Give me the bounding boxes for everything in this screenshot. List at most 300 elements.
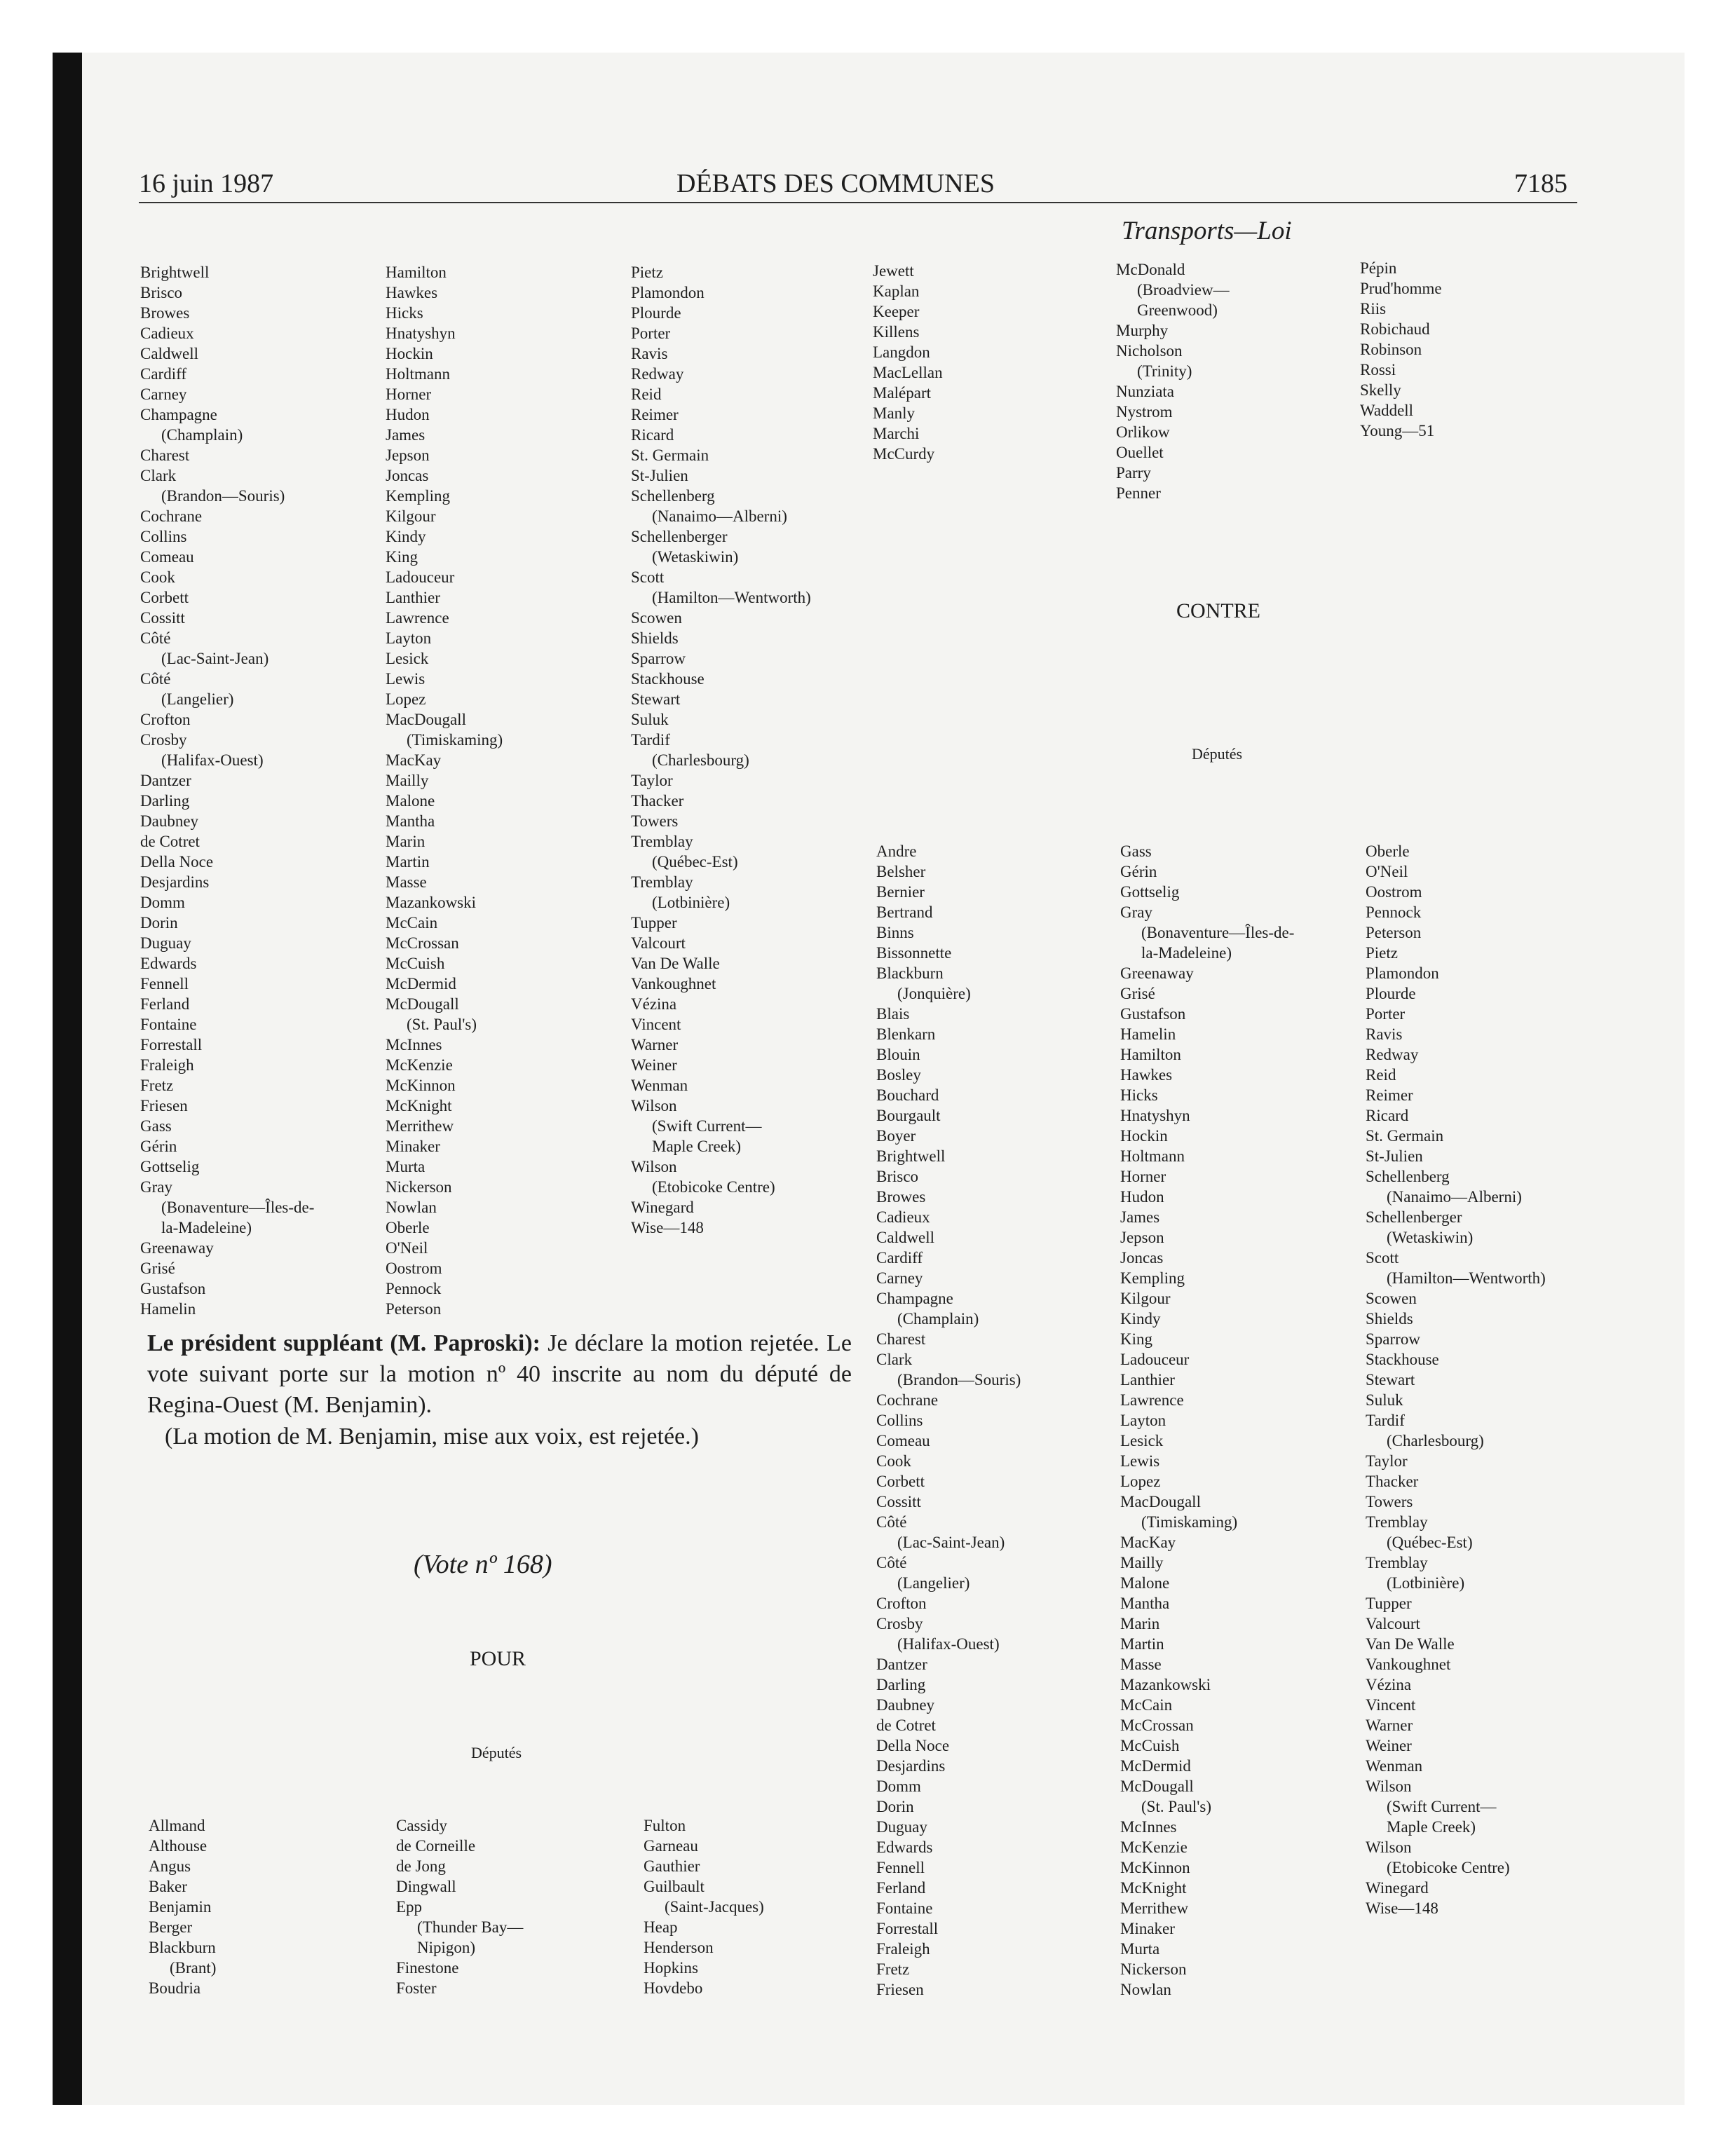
member-name: Plamondon: [1366, 964, 1439, 982]
member-name: McInnes: [1120, 1818, 1177, 1836]
top-column-5: [1116, 259, 1230, 503]
member-name: Lesick: [386, 650, 429, 667]
member-name: Sparrow: [631, 650, 686, 667]
member-name: McDermid: [386, 975, 456, 992]
member-name: Parry: [1116, 464, 1151, 482]
member-name: Plourde: [1366, 985, 1416, 1002]
member-name: Fulton: [644, 1817, 686, 1834]
member-name: Desjardins: [140, 873, 210, 891]
member-name: (St. Paul's): [1141, 1798, 1211, 1815]
top-column-4: [873, 261, 943, 464]
member-name: Oberle: [1366, 842, 1410, 860]
member-name: Edwards: [876, 1838, 933, 1856]
member-name: Suluk: [631, 711, 669, 728]
member-name: (Trinity): [1137, 362, 1192, 380]
member-name: Lopez: [386, 690, 426, 708]
member-name: Blouin: [876, 1046, 920, 1063]
member-name: Pennock: [1366, 903, 1422, 921]
member-name: Wenman: [1366, 1757, 1423, 1775]
member-name: Fraleigh: [140, 1056, 194, 1074]
member-name: Langdon: [873, 343, 930, 361]
member-name: Merrithew: [386, 1117, 454, 1135]
member-name: Browes: [876, 1188, 926, 1206]
member-name: Minaker: [386, 1138, 440, 1155]
member-name: Ricard: [631, 426, 674, 444]
pour-subheading: Députés: [471, 1744, 522, 1761]
member-name: Garneau: [644, 1837, 698, 1855]
member-name: Greenaway: [1120, 964, 1194, 982]
member-name: Duguay: [140, 934, 191, 952]
member-name: Mailly: [1120, 1554, 1164, 1571]
header-date: 16 juin 1987: [139, 169, 274, 198]
member-name: Redway: [1366, 1046, 1419, 1063]
member-name: Edwards: [140, 955, 197, 972]
member-name: Oostrom: [1366, 883, 1422, 901]
member-name: Mazankowski: [386, 894, 477, 911]
member-name: Horner: [386, 386, 432, 403]
member-name: Rossi: [1360, 361, 1396, 378]
member-name: Tremblay: [631, 873, 693, 891]
member-name: Van De Walle: [631, 955, 720, 972]
member-name: Cossitt: [876, 1493, 921, 1510]
member-name: Killens: [873, 323, 920, 341]
member-name: Wilson: [1366, 1778, 1412, 1795]
member-name: Benjamin: [149, 1898, 212, 1916]
member-name: Dorin: [876, 1798, 914, 1815]
member-name: Friesen: [876, 1981, 924, 1998]
member-name: Hopkins: [644, 1959, 698, 1977]
member-name: (Timiskaming): [407, 731, 503, 749]
member-name: Valcourt: [631, 934, 686, 952]
member-name: Orlikow: [1116, 423, 1170, 441]
member-name: Schellenberg: [1366, 1168, 1450, 1185]
member-name: Hicks: [386, 304, 423, 322]
member-name: (Québec-Est): [652, 853, 738, 871]
member-name: Blenkarn: [876, 1025, 936, 1043]
member-name: la-Madeleine): [1141, 944, 1232, 962]
member-name: Côté: [140, 629, 171, 647]
member-name: Darling: [140, 792, 190, 810]
member-name: Daubney: [876, 1696, 935, 1714]
member-name: Ferland: [140, 995, 190, 1013]
member-name: Dantzer: [876, 1656, 927, 1673]
member-name: McKinnon: [386, 1077, 456, 1094]
member-name: Hamelin: [140, 1300, 196, 1318]
member-name: McKnight: [386, 1097, 452, 1114]
member-name: Dorin: [140, 914, 178, 932]
member-name: McKnight: [1120, 1879, 1187, 1897]
member-name: Taylor: [631, 772, 673, 789]
member-name: Kindy: [1120, 1310, 1161, 1328]
member-name: McKinnon: [1120, 1859, 1190, 1876]
pour-heading: POUR: [470, 1647, 526, 1670]
contre-heading: CONTRE: [1176, 599, 1260, 622]
member-name: Crosby: [876, 1615, 923, 1632]
header-title: DÉBATS DES COMMUNES: [676, 169, 995, 198]
member-name: Martin: [1120, 1635, 1164, 1653]
member-name: Masse: [1120, 1656, 1162, 1673]
member-name: Tremblay: [1366, 1513, 1428, 1531]
member-name: Merrithew: [1120, 1899, 1189, 1917]
member-name: McDonald: [1116, 261, 1185, 278]
member-name: Forrestall: [876, 1920, 939, 1937]
member-name: Gray: [1120, 903, 1152, 921]
member-name: Marchi: [873, 425, 920, 442]
member-name: Taylor: [1366, 1452, 1408, 1470]
member-name: Belsher: [876, 863, 926, 880]
member-name: Vézina: [631, 995, 677, 1013]
vote-title: (Vote nº 168): [414, 1550, 552, 1579]
motion-result: (La motion de M. Benjamin, mise aux voix, est rejetée.): [165, 1424, 699, 1449]
member-name: Grisé: [1120, 985, 1155, 1002]
member-name: Sparrow: [1366, 1330, 1420, 1348]
member-name: Van De Walle: [1366, 1635, 1455, 1653]
member-name: Horner: [1120, 1168, 1166, 1185]
member-name: (Halifax-Ouest): [897, 1635, 1000, 1653]
member-name: Carney: [876, 1269, 923, 1287]
member-name: Warner: [631, 1036, 679, 1053]
member-name: (Charlesbourg): [1387, 1432, 1484, 1449]
member-name: Thacker: [631, 792, 684, 810]
speaker-name: Le président suppléant (M. Paproski):: [147, 1330, 540, 1356]
member-name: (Langelier): [161, 690, 234, 708]
member-name: Stackhouse: [1366, 1351, 1439, 1368]
member-name: McCuish: [386, 955, 445, 972]
member-name: James: [386, 426, 426, 444]
member-name: de Jong: [396, 1857, 446, 1875]
top-column-2: [386, 262, 503, 1319]
member-name: Pietz: [631, 264, 663, 281]
member-name: Mailly: [386, 772, 429, 789]
top-column-6: [1360, 258, 1442, 441]
member-name: (Wetaskiwin): [652, 548, 739, 566]
member-name: Scowen: [1366, 1290, 1417, 1307]
header-rule: [139, 202, 1577, 203]
member-name: Champagne: [876, 1290, 953, 1307]
member-name: Fretz: [876, 1960, 910, 1978]
member-name: (Lotbinière): [652, 894, 730, 911]
member-name: Pennock: [386, 1280, 442, 1297]
member-name: Domm: [140, 894, 185, 911]
member-name: Waddell: [1360, 402, 1414, 419]
member-name: (Wetaskiwin): [1387, 1229, 1474, 1246]
member-name: Tremblay: [631, 833, 693, 850]
member-name: Foster: [396, 1979, 437, 1997]
member-name: Côté: [140, 670, 171, 688]
member-name: Greenwood): [1137, 301, 1218, 319]
member-name: Nickerson: [386, 1178, 452, 1196]
member-name: Stewart: [631, 690, 681, 708]
member-name: MacDougall: [1120, 1493, 1201, 1510]
member-name: Wilson: [631, 1158, 677, 1175]
member-name: Crofton: [140, 711, 191, 728]
member-name: Guilbault: [644, 1878, 705, 1895]
member-name: Tardif: [631, 731, 670, 749]
member-name: Marin: [1120, 1615, 1160, 1632]
member-name: Reid: [1366, 1066, 1396, 1084]
member-name: Crofton: [876, 1595, 927, 1612]
member-name: Cardiff: [876, 1249, 923, 1267]
member-name: Scowen: [631, 609, 682, 627]
member-name: Gustafson: [1120, 1005, 1186, 1023]
member-name: MacKay: [386, 751, 442, 769]
member-name: Layton: [1120, 1412, 1166, 1429]
member-name: (Lotbinière): [1387, 1574, 1465, 1592]
member-name: Mazankowski: [1120, 1676, 1211, 1693]
member-name: Cochrane: [876, 1391, 939, 1409]
member-name: St. Germain: [631, 446, 709, 464]
section-subtitle: Transports—Loi: [1122, 217, 1292, 245]
member-name: Jewett: [873, 262, 914, 280]
member-name: (Nanaimo—Alberni): [652, 507, 787, 525]
member-name: Holtmann: [1120, 1147, 1185, 1165]
member-name: (Swift Current—: [652, 1117, 762, 1135]
member-name: Wise—148: [631, 1219, 704, 1236]
member-name: Vankoughnet: [631, 975, 716, 992]
member-name: McDougall: [386, 995, 459, 1013]
member-name: Fretz: [140, 1077, 174, 1094]
member-name: Cadieux: [140, 325, 194, 342]
speaker-statement: Je déclare la motion rejetée. Le vote suivant porte sur la motion nº 40 inscrite au nom du député de Regina-Ouest (M. Benjamin).: [147, 1330, 852, 1418]
member-name: Mantha: [1120, 1595, 1170, 1612]
member-name: Brisco: [140, 284, 183, 301]
member-name: (Swift Current—: [1387, 1798, 1497, 1815]
member-name: (Brant): [170, 1959, 217, 1977]
member-name: Fontaine: [140, 1016, 197, 1033]
pour-column-1: [149, 1815, 216, 1998]
member-name: Joncas: [386, 467, 429, 484]
member-name: Gass: [140, 1117, 172, 1135]
member-name: Malone: [1120, 1574, 1170, 1592]
member-name: Della Noce: [876, 1737, 950, 1754]
member-name: Brightwell: [140, 264, 210, 281]
member-name: Collins: [876, 1412, 923, 1429]
member-name: Bertrand: [876, 903, 933, 921]
member-name: Nicholson: [1116, 342, 1183, 360]
member-name: Robichaud: [1360, 320, 1430, 338]
member-name: Jepson: [1120, 1229, 1164, 1246]
member-name: MacLellan: [873, 364, 943, 381]
member-name: Andre: [876, 842, 917, 860]
member-name: Brisco: [876, 1168, 919, 1185]
member-name: McCrossan: [1120, 1717, 1194, 1734]
member-name: Murta: [1120, 1940, 1160, 1958]
member-name: Berger: [149, 1918, 193, 1936]
member-name: Ricard: [1366, 1107, 1409, 1124]
member-name: Cassidy: [396, 1817, 447, 1834]
member-name: Charest: [140, 446, 190, 464]
member-name: (Lac-Saint-Jean): [161, 650, 269, 667]
member-name: Cochrane: [140, 507, 203, 525]
member-name: Young—51: [1360, 422, 1435, 439]
member-name: Darling: [876, 1676, 926, 1693]
member-name: Schellenberger: [631, 528, 728, 545]
member-name: Ladouceur: [386, 568, 455, 586]
member-name: Lanthier: [386, 589, 440, 606]
member-name: Dantzer: [140, 772, 191, 789]
member-name: Corbett: [876, 1473, 925, 1490]
top-column-3: [631, 262, 811, 1238]
member-name: Jepson: [386, 446, 430, 464]
member-name: Dingwall: [396, 1878, 456, 1895]
member-name: Bosley: [876, 1066, 921, 1084]
member-name: Lewis: [386, 670, 426, 688]
member-name: Boudria: [149, 1979, 201, 1997]
member-name: Warner: [1366, 1717, 1413, 1734]
member-name: Hawkes: [386, 284, 438, 301]
contre-column-1: [876, 841, 1021, 2000]
member-name: Maple Creek): [1387, 1818, 1476, 1836]
member-name: Kilgour: [386, 507, 436, 525]
member-name: Baker: [149, 1878, 187, 1895]
member-name: (Langelier): [897, 1574, 970, 1592]
member-name: Cook: [140, 568, 175, 586]
scan-edge-bar: [53, 53, 82, 2105]
member-name: Vankoughnet: [1366, 1656, 1451, 1673]
member-name: Lesick: [1120, 1432, 1164, 1449]
member-name: (Timiskaming): [1141, 1513, 1238, 1531]
member-name: Plourde: [631, 304, 681, 322]
member-name: Shields: [631, 629, 679, 647]
member-name: Kempling: [386, 487, 450, 505]
member-name: St. Germain: [1366, 1127, 1444, 1145]
member-name: Shields: [1366, 1310, 1413, 1328]
member-name: (Champlain): [897, 1310, 979, 1328]
member-name: Lawrence: [386, 609, 449, 627]
member-name: McKenzie: [386, 1056, 453, 1074]
member-name: Hudon: [1120, 1188, 1164, 1206]
member-name: Weiner: [1366, 1737, 1412, 1754]
member-name: Blackburn: [149, 1939, 216, 1956]
member-name: la-Madeleine): [161, 1219, 252, 1236]
member-name: Gérin: [140, 1138, 177, 1155]
member-name: Côté: [876, 1513, 907, 1531]
member-name: O'Neil: [1366, 863, 1408, 880]
member-name: Reimer: [1366, 1086, 1413, 1104]
member-name: McCain: [1120, 1696, 1173, 1714]
member-name: Tremblay: [1366, 1554, 1428, 1571]
member-name: Penner: [1116, 484, 1161, 502]
member-name: Cadieux: [876, 1208, 930, 1226]
member-name: Wenman: [631, 1077, 688, 1094]
member-name: St-Julien: [631, 467, 688, 484]
member-name: Vézina: [1366, 1676, 1412, 1693]
member-name: Vincent: [631, 1016, 681, 1033]
member-name: Champagne: [140, 406, 217, 423]
member-name: Nickerson: [1120, 1960, 1187, 1978]
member-name: Kilgour: [1120, 1290, 1171, 1307]
contre-subheading: Députés: [1192, 745, 1243, 763]
member-name: Oostrom: [386, 1260, 442, 1277]
member-name: McDougall: [1120, 1778, 1194, 1795]
member-name: Kindy: [386, 528, 426, 545]
member-name: Lewis: [1120, 1452, 1160, 1470]
member-name: Bouchard: [876, 1086, 939, 1104]
member-name: King: [386, 548, 418, 566]
member-name: Peterson: [1366, 924, 1422, 941]
pour-column-2: [396, 1815, 523, 1998]
member-name: McKenzie: [1120, 1838, 1188, 1856]
member-name: Pépin: [1360, 259, 1397, 277]
member-name: Minaker: [1120, 1920, 1175, 1937]
member-name: Maple Creek): [652, 1138, 742, 1155]
member-name: Allmand: [149, 1817, 205, 1834]
member-name: Skelly: [1360, 381, 1401, 399]
member-name: Hnatyshyn: [1120, 1107, 1190, 1124]
member-name: MacKay: [1120, 1534, 1176, 1551]
member-name: Ravis: [631, 345, 668, 362]
member-name: Bissonnette: [876, 944, 952, 962]
member-name: (Québec-Est): [1387, 1534, 1473, 1551]
member-name: Collins: [140, 528, 187, 545]
member-name: Fontaine: [876, 1899, 933, 1917]
member-name: Stackhouse: [631, 670, 705, 688]
member-name: Hamelin: [1120, 1025, 1176, 1043]
member-name: Lopez: [1120, 1473, 1161, 1490]
member-name: Towers: [1366, 1493, 1413, 1510]
member-name: Angus: [149, 1857, 191, 1875]
member-name: Tupper: [1366, 1595, 1412, 1612]
member-name: Holtmann: [386, 365, 450, 383]
member-name: Marin: [386, 833, 426, 850]
member-name: Caldwell: [876, 1229, 935, 1246]
member-name: Hockin: [386, 345, 433, 362]
member-name: Desjardins: [876, 1757, 946, 1775]
pour-column-3: [644, 1815, 764, 1998]
member-name: Joncas: [1120, 1249, 1164, 1267]
member-name: Vincent: [1366, 1696, 1416, 1714]
member-name: Robinson: [1360, 341, 1422, 358]
member-name: (Broadview—: [1137, 281, 1230, 299]
member-name: Porter: [1366, 1005, 1406, 1023]
member-name: Reid: [631, 386, 662, 403]
member-name: Schellenberg: [631, 487, 715, 505]
member-name: (Jonquière): [897, 985, 971, 1002]
member-name: Schellenberger: [1366, 1208, 1462, 1226]
member-name: Gottselig: [140, 1158, 200, 1175]
member-name: Crosby: [140, 731, 187, 749]
member-name: Cardiff: [140, 365, 187, 383]
member-name: Hudon: [386, 406, 430, 423]
member-name: Ravis: [1366, 1025, 1403, 1043]
member-name: Ouellet: [1116, 444, 1164, 461]
member-name: Epp: [396, 1898, 423, 1916]
member-name: (St. Paul's): [407, 1016, 477, 1033]
member-name: Layton: [386, 629, 432, 647]
member-name: Corbett: [140, 589, 189, 606]
member-name: Murta: [386, 1158, 426, 1175]
member-name: Lawrence: [1120, 1391, 1184, 1409]
member-name: Gray: [140, 1178, 172, 1196]
member-name: McCurdy: [873, 445, 935, 463]
member-name: Bernier: [876, 883, 925, 901]
member-name: (Nanaimo—Alberni): [1387, 1188, 1522, 1206]
header-page-number: 7185: [1514, 169, 1567, 198]
member-name: de Cotret: [140, 833, 200, 850]
member-name: Peterson: [386, 1300, 442, 1318]
member-name: Scott: [1366, 1249, 1399, 1267]
member-name: Riis: [1360, 300, 1387, 318]
member-name: King: [1120, 1330, 1152, 1348]
member-name: Ladouceur: [1120, 1351, 1190, 1368]
member-name: Hamilton: [1120, 1046, 1181, 1063]
member-name: Prud'homme: [1360, 280, 1442, 297]
member-name: Kempling: [1120, 1269, 1185, 1287]
member-name: Hamilton: [386, 264, 447, 281]
member-name: McCain: [386, 914, 438, 932]
member-name: Keeper: [873, 303, 920, 320]
member-name: de Cotret: [876, 1717, 936, 1734]
